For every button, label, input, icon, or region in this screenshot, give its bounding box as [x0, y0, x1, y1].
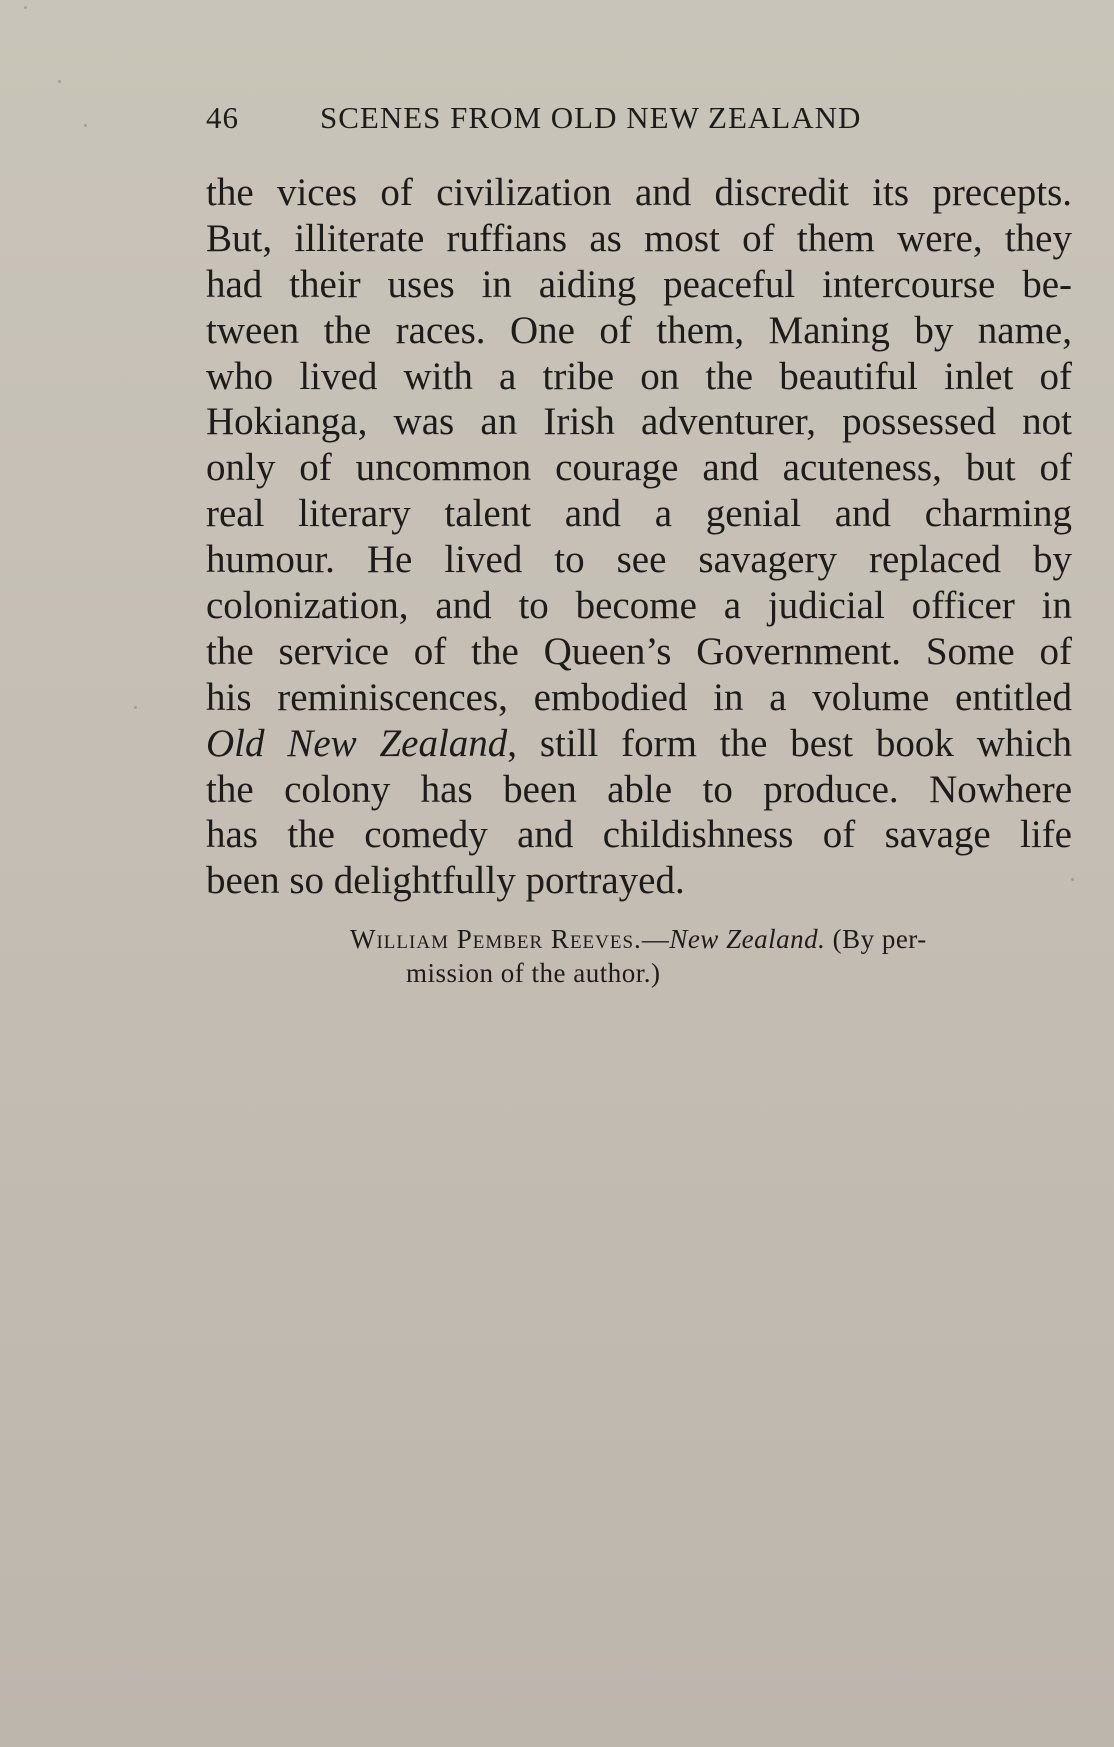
attribution — [350, 922, 1040, 990]
paper-speck — [58, 80, 61, 83]
text-line: the vices of civilization and discredit its precepts. — [206, 171, 1072, 214]
text-line: had their uses in aiding peaceful intercourse be- — [206, 262, 1072, 306]
text-line: Hokianga, was an Irish adventurer, possessed not — [206, 400, 1072, 444]
attribution-line-2: mission of the author.) — [406, 958, 661, 988]
text-line: colonization, and to become a judicial officer in — [206, 584, 1072, 628]
attribution-note-start: (By per- — [825, 924, 927, 954]
paper-speck — [1071, 878, 1074, 881]
attribution-work: New Zealand. — [669, 924, 826, 954]
paper-speck — [134, 706, 137, 709]
page-number: 46 — [206, 100, 239, 135]
text-line: tween the races. One of them, Maning by name, — [206, 308, 1072, 352]
book-title: SCENES FROM OLD NEW ZEALAND — [320, 100, 862, 135]
attribution-dash: — — [641, 924, 670, 954]
attribution-line-1 — [350, 922, 1040, 956]
text-line: the colony has been able to produce. Nowhere — [206, 767, 1072, 811]
text-line: only of uncommon courage and acuteness, but of — [206, 446, 1072, 490]
book-title-italic: Old New Zealand — [206, 721, 508, 765]
text-line-with-title — [206, 721, 1072, 767]
text-line-last: been so delightfully portrayed. — [206, 859, 685, 903]
running-head — [206, 100, 966, 144]
body-paragraph — [206, 170, 1072, 904]
text-line: the service of the Queen’s Government. Some of — [206, 629, 1072, 673]
text-line-rest: , still form the best book which — [507, 721, 1073, 765]
text-line: humour. He lived to see savagery replaced by — [206, 538, 1072, 582]
text-line: real literary talent and a genial and charming — [206, 492, 1072, 536]
attribution-author: William Pember Reeves. — [350, 924, 642, 954]
paper-speck — [24, 6, 27, 9]
text-line: who lived with a tribe on the beautiful inlet of — [206, 354, 1072, 398]
text-line: his reminiscences, embodied in a volume entitled — [206, 675, 1072, 719]
text-line: has the comedy and childishness of savage life — [206, 813, 1072, 857]
text-line: But, illiterate ruffians as most of them were, they — [206, 216, 1072, 260]
paper-speck — [84, 124, 87, 127]
